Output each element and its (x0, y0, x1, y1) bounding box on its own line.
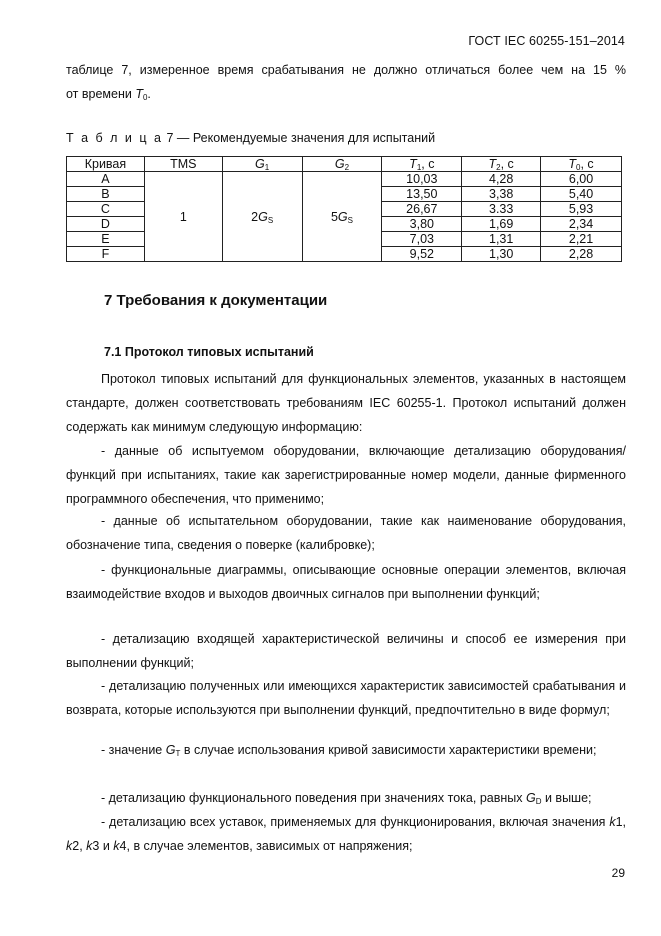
header-t2: $T_2$, с (462, 157, 541, 172)
list-item-settings: - детализацию всех уставок, применяемых для функционирования, включая значения k1, k2, k3 и k4, в случае элементов, зависимых от напряжения; (66, 815, 626, 853)
header-g1: $G_1$ (222, 157, 302, 172)
cell-curve: C (67, 202, 145, 217)
cell-t2: 1,31 (462, 232, 541, 247)
cell-t2: 3.33 (462, 202, 541, 217)
list-item-gt-value: - значение $G_T$ в случае использования кривой зависимости характеристики времени; (101, 743, 597, 758)
cell-g1: $2G_S$ (222, 172, 302, 262)
cell-t0: 2,28 (541, 247, 622, 262)
cell-t0: 6,00 (541, 172, 622, 187)
list-item-input-quantity: - детализацию входящей характеристической величины и способ ее измерения при выполнении функций; (66, 632, 626, 670)
protocol-paragraph: Протокол типовых испытаний для функциональных элементов, указанных в настоящем стандарте, должен соответствовать требованиям IEC 60255-1. Протокол испытаний должен содержать как минимум следующую информацию: (66, 372, 626, 434)
page-number: 29 (611, 866, 625, 880)
header-t1: $T_1$, с (382, 157, 462, 172)
cell-t2: 3,38 (462, 187, 541, 202)
cell-t0: 2,34 (541, 217, 622, 232)
cell-t0: 2,21 (541, 232, 622, 247)
cell-t1: 7,03 (382, 232, 462, 247)
list-item-test-equipment: - данные об испытательном оборудовании, такие как наименование оборудования, обозначение типа, сведения о поверке (калибровке); (66, 514, 626, 552)
cell-t0: 5,40 (541, 187, 622, 202)
section-7-1-heading: 7.1 Протокол типовых испытаний (104, 345, 314, 359)
header-t0: $T_0$, с (541, 157, 622, 172)
intro-paragraph (66, 58, 626, 106)
list-item-equipment-under-test: - данные об испытуемом оборудовании, включающие детализацию оборудования/функций при испытаниях, такие как зарегистрированные номер модели, данные фирменного программного обеспечения, что применимо; (66, 444, 626, 506)
cell-t1: 26,67 (382, 202, 462, 217)
cell-t1: 9,52 (382, 247, 462, 262)
intro-line-2: от времени $T_0$. (66, 87, 151, 102)
cell-curve: A (67, 172, 145, 187)
cell-tms: 1 (144, 172, 222, 262)
cell-curve: B (67, 187, 145, 202)
table-caption: Т а б л и ц а 7 — Рекомендуемые значения для испытаний (66, 131, 436, 145)
list-item-functional-behaviour: - детализацию функционального поведения при значениях тока, равных $G_D$ и выше; (101, 791, 592, 806)
cell-t1: 13,50 (382, 187, 462, 202)
cell-t2: 1,69 (462, 217, 541, 232)
cell-curve: E (67, 232, 145, 247)
cell-t0: 5,93 (541, 202, 622, 217)
cell-t2: 1,30 (462, 247, 541, 262)
cell-t2: 4,28 (462, 172, 541, 187)
cell-g2: $5G_S$ (302, 172, 382, 262)
list-item-functional-diagrams: - функциональные диаграммы, описывающие основные операции элементов, включая взаимодействие входов и выходов двоичных сигналов при выполнении функций; (66, 563, 626, 601)
document-header: ГОСТ IEC 60255-151–2014 (468, 34, 625, 48)
header-curve: Кривая (67, 157, 145, 172)
section-7-heading: 7 Требования к документации (104, 292, 328, 309)
table-header-row (67, 157, 622, 172)
header-tms: TMS (144, 157, 222, 172)
cell-curve: D (67, 217, 145, 232)
header-g2: $G_2$ (302, 157, 382, 172)
table-row (67, 172, 622, 187)
cell-t1: 3,80 (382, 217, 462, 232)
list-item-characteristics: - детализацию полученных или имеющихся характеристик зависимостей срабатывания и возврата, которые используются при выполнении функций, предпочтительно в виде формул; (66, 679, 626, 717)
recommended-values-table (66, 156, 622, 262)
cell-curve: F (67, 247, 145, 262)
intro-line-1: таблице 7, измеренное время срабатывания не должно отличаться более чем на 15 % (66, 63, 626, 77)
cell-t1: 10,03 (382, 172, 462, 187)
